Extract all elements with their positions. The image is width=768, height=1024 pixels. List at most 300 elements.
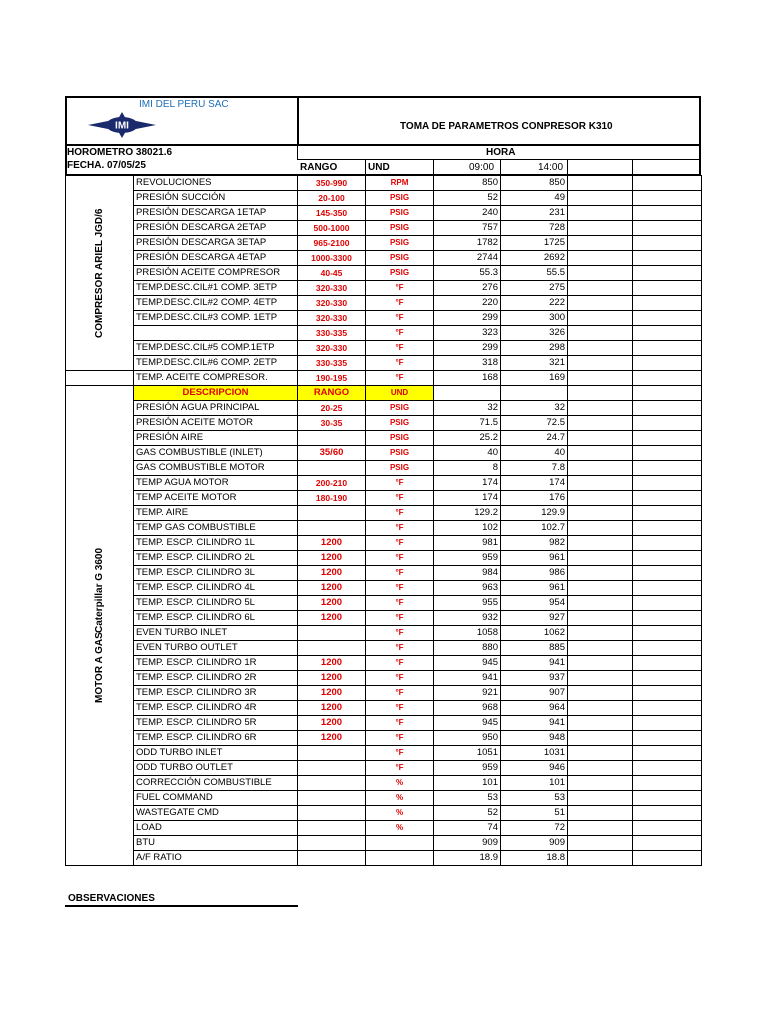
- reading-0900: 932: [434, 611, 501, 626]
- table-row: [66, 296, 702, 311]
- range-value: 200-210: [298, 476, 366, 491]
- range-value: 1200: [298, 686, 366, 701]
- unit-value: °F: [366, 746, 434, 761]
- reading-0900: 757: [434, 221, 501, 236]
- und-header: UND: [368, 162, 390, 173]
- reading-0900: 880: [434, 641, 501, 656]
- range-value: 35/60: [298, 446, 366, 461]
- reading-0900: 968: [434, 701, 501, 716]
- empty-cell: [633, 521, 702, 536]
- reading-1400: 948: [501, 731, 568, 746]
- reading-0900: 323: [434, 326, 501, 341]
- reading-0900: 963: [434, 581, 501, 596]
- empty-cell: [633, 341, 702, 356]
- empty-cell: [568, 311, 633, 326]
- reading-0900: 941: [434, 671, 501, 686]
- empty-cell: [568, 851, 633, 866]
- unit-value: °F: [366, 491, 434, 506]
- empty-cell: [568, 746, 633, 761]
- range-value: 20-100: [298, 191, 366, 206]
- parameter-label: TEMP. ESCP. CILINDRO 3R: [134, 686, 298, 701]
- empty-cell: [568, 401, 633, 416]
- unit-value: PSIG: [366, 221, 434, 236]
- empty-cell: [633, 266, 702, 281]
- range-value: 30-35: [298, 416, 366, 431]
- range-value: [298, 626, 366, 641]
- reading-1400: 101: [501, 776, 568, 791]
- reading-1400: 174: [501, 476, 568, 491]
- empty-cell: [568, 491, 633, 506]
- unit-value: PSIG: [366, 431, 434, 446]
- parameter-label: TEMP. ESCP. CILINDRO 3L: [134, 566, 298, 581]
- unit-value: °F: [366, 761, 434, 776]
- unit-value: PSIG: [366, 236, 434, 251]
- reading-0900: 981: [434, 536, 501, 551]
- range-value: 320-330: [298, 341, 366, 356]
- range-value: 320-330: [298, 311, 366, 326]
- empty-cell: [568, 821, 633, 836]
- table-row: [66, 191, 702, 206]
- parameter-label: TEMP AGUA MOTOR: [134, 476, 298, 491]
- reading-0900: 945: [434, 656, 501, 671]
- range-value: 1200: [298, 671, 366, 686]
- empty-cell: [568, 356, 633, 371]
- range-value: 1200: [298, 701, 366, 716]
- range-value: 1200: [298, 611, 366, 626]
- range-value: 330-335: [298, 356, 366, 371]
- reading-0900: 32: [434, 401, 501, 416]
- parameter-label: FUEL COMMAND: [134, 791, 298, 806]
- reading-1400: 850: [501, 176, 568, 191]
- empty-cell: [568, 581, 633, 596]
- table-row: [66, 341, 702, 356]
- empty-cell: [633, 731, 702, 746]
- empty-cell: [633, 566, 702, 581]
- parameter-label: TEMP GAS COMBUSTIBLE: [134, 521, 298, 536]
- empty-cell: [568, 731, 633, 746]
- reading-1400: 321: [501, 356, 568, 371]
- unit-value: %: [366, 806, 434, 821]
- reading-1400: 102.7: [501, 521, 568, 536]
- table-row: [66, 716, 702, 731]
- reading-1400: 927: [501, 611, 568, 626]
- reading-1400: 53: [501, 791, 568, 806]
- empty-cell: [633, 416, 702, 431]
- reading-0900: 52: [434, 191, 501, 206]
- reading-1400: 275: [501, 281, 568, 296]
- parameter-label: TEMP. ESCP. CILINDRO 4L: [134, 581, 298, 596]
- range-value: [298, 836, 366, 851]
- reading-0900: 909: [434, 836, 501, 851]
- reading-1400: 909: [501, 836, 568, 851]
- table-row: [66, 776, 702, 791]
- unit-value: PSIG: [366, 416, 434, 431]
- empty-cell: [568, 536, 633, 551]
- observaciones-label: OBSERVACIONES: [68, 893, 155, 904]
- reading-1400: 49: [501, 191, 568, 206]
- unit-value: PSIG: [366, 446, 434, 461]
- empty-cell: [568, 761, 633, 776]
- unit-value: °F: [366, 506, 434, 521]
- empty-cell: [633, 476, 702, 491]
- table-row: [66, 476, 702, 491]
- unit-value: RPM: [366, 176, 434, 191]
- unit-value: PSIG: [366, 206, 434, 221]
- table-row: [66, 581, 702, 596]
- motor-group-label: [66, 386, 134, 866]
- empty-cell: [568, 521, 633, 536]
- table-row: [66, 371, 702, 386]
- empty-cell: [568, 626, 633, 641]
- empty-cell: [434, 386, 501, 401]
- range-value: 145-350: [298, 206, 366, 221]
- reading-0900: 299: [434, 341, 501, 356]
- table-row: [66, 281, 702, 296]
- reading-1400: 7.8: [501, 461, 568, 476]
- parameter-label: TEMP. ESCP. CILINDRO 2L: [134, 551, 298, 566]
- range-value: 320-330: [298, 296, 366, 311]
- reading-1400: 231: [501, 206, 568, 221]
- empty-cell: [568, 506, 633, 521]
- unit-value: °F: [366, 701, 434, 716]
- reading-1400: 176: [501, 491, 568, 506]
- empty-cell: [568, 326, 633, 341]
- parameter-label: PRESIÓN ACEITE COMPRESOR: [134, 266, 298, 281]
- reading-0900: 955: [434, 596, 501, 611]
- reading-0900: 55.3: [434, 266, 501, 281]
- motor-title-line2: Caterpillar G 3600: [94, 547, 105, 633]
- reading-1400: 961: [501, 581, 568, 596]
- parameter-label: TEMP ACEITE MOTOR: [134, 491, 298, 506]
- reading-1400: 51: [501, 806, 568, 821]
- parameter-label: ODD TURBO OUTLET: [134, 761, 298, 776]
- empty-cell: [633, 506, 702, 521]
- table-row: [66, 401, 702, 416]
- reading-1400: 907: [501, 686, 568, 701]
- unit-value: °F: [366, 611, 434, 626]
- motor-title: [93, 386, 106, 865]
- table-row: [66, 521, 702, 536]
- empty-cell: [501, 386, 568, 401]
- empty-cell: [568, 716, 633, 731]
- reading-1400: 937: [501, 671, 568, 686]
- parameter-label: EVEN TURBO INLET: [134, 626, 298, 641]
- table-row: [66, 686, 702, 701]
- reading-1400: 55.5: [501, 266, 568, 281]
- unit-value: °F: [366, 581, 434, 596]
- table-row: [66, 566, 702, 581]
- range-value: [298, 821, 366, 836]
- range-value: [298, 641, 366, 656]
- table-row: [66, 326, 702, 341]
- parameter-label: TEMP.DESC.CIL#2 COMP. 4ETP: [134, 296, 298, 311]
- unit-value: %: [366, 791, 434, 806]
- empty-cell: [633, 701, 702, 716]
- empty-cell: [633, 791, 702, 806]
- unit-value: °F: [366, 536, 434, 551]
- unit-value: °F: [366, 716, 434, 731]
- empty-cell: [568, 251, 633, 266]
- empty-cell: [633, 746, 702, 761]
- empty-cell: [633, 296, 702, 311]
- range-value: 1200: [298, 596, 366, 611]
- parameter-label: [134, 326, 298, 341]
- empty-cell: [633, 191, 702, 206]
- empty-cell: [568, 191, 633, 206]
- range-value: 20-25: [298, 401, 366, 416]
- empty-cell: [568, 371, 633, 386]
- unit-value: °F: [366, 296, 434, 311]
- empty-cell: [568, 566, 633, 581]
- company-name: IMI DEL PERU SAC: [139, 99, 229, 110]
- empty-cell: [633, 491, 702, 506]
- empty-cell: [568, 806, 633, 821]
- reading-1400: 961: [501, 551, 568, 566]
- table-row: [66, 461, 702, 476]
- reading-0900: 2744: [434, 251, 501, 266]
- unit-value: [366, 836, 434, 851]
- reading-1400: 1062: [501, 626, 568, 641]
- reading-0900: 959: [434, 761, 501, 776]
- empty-cell: [568, 656, 633, 671]
- empty-cell: [633, 806, 702, 821]
- reading-0900: 74: [434, 821, 501, 836]
- table-row: [66, 236, 702, 251]
- empty-cell: [633, 176, 702, 191]
- table-row: [66, 746, 702, 761]
- table-row: [66, 671, 702, 686]
- parameter-label: TEMP. ESCP. CILINDRO 4R: [134, 701, 298, 716]
- parameter-label: REVOLUCIONES: [134, 176, 298, 191]
- reading-1400: 72.5: [501, 416, 568, 431]
- parameters-table: [65, 175, 702, 866]
- empty-cell: [568, 701, 633, 716]
- parameter-label: ODD TURBO INLET: [134, 746, 298, 761]
- empty-cell: [633, 611, 702, 626]
- reading-0900: 71.5: [434, 416, 501, 431]
- range-value: 1200: [298, 566, 366, 581]
- range-value: 180-190: [298, 491, 366, 506]
- motor-title-line1: MOTOR A GAS: [94, 632, 105, 704]
- reading-0900: 53: [434, 791, 501, 806]
- parameter-label: PRESIÓN DESCARGA 4ETAP: [134, 251, 298, 266]
- time-column-1: 09:00: [469, 162, 495, 173]
- parameter-label: TEMP. ACEITE COMPRESOR.: [134, 371, 298, 386]
- table-row: [66, 431, 702, 446]
- table-row: [66, 251, 702, 266]
- empty-cell: [633, 761, 702, 776]
- reading-1400: 40: [501, 446, 568, 461]
- empty-cell: [568, 176, 633, 191]
- empty-cell: [633, 671, 702, 686]
- parameter-label: EVEN TURBO OUTLET: [134, 641, 298, 656]
- reading-1400: 298: [501, 341, 568, 356]
- table-row: [66, 446, 702, 461]
- rango-header: RANGO: [300, 162, 338, 173]
- unit-value: °F: [366, 596, 434, 611]
- empty-cell: [633, 326, 702, 341]
- range-value: 190-195: [298, 371, 366, 386]
- parameter-label: PRESIÓN DESCARGA 1ETAP: [134, 206, 298, 221]
- empty-cell: [568, 266, 633, 281]
- empty-cell: [568, 476, 633, 491]
- reading-1400: 300: [501, 311, 568, 326]
- range-value: [298, 851, 366, 866]
- reading-1400: 941: [501, 656, 568, 671]
- fecha-label: FECHA. 07/05/25: [67, 160, 146, 171]
- table-row: [66, 206, 702, 221]
- table-row: [66, 656, 702, 671]
- reading-1400: 2692: [501, 251, 568, 266]
- unit-value: °F: [366, 281, 434, 296]
- unit-value: PSIG: [366, 191, 434, 206]
- reading-1400: 728: [501, 221, 568, 236]
- logo-text: IMI: [115, 120, 129, 132]
- unit-value: °F: [366, 686, 434, 701]
- reading-0900: 950: [434, 731, 501, 746]
- hora-label: HORA: [486, 147, 516, 158]
- unit-value: PSIG: [366, 251, 434, 266]
- parameter-label: TEMP. ESCP. CILINDRO 5R: [134, 716, 298, 731]
- unit-value: °F: [366, 356, 434, 371]
- reading-0900: 52: [434, 806, 501, 821]
- empty-cell: [633, 206, 702, 221]
- reading-1400: 24.7: [501, 431, 568, 446]
- motor-header-row: [66, 386, 702, 401]
- table-row: [66, 731, 702, 746]
- empty-cell: [568, 671, 633, 686]
- empty-cell: [568, 296, 633, 311]
- table-row: [66, 551, 702, 566]
- table-row: [66, 266, 702, 281]
- reading-1400: 954: [501, 596, 568, 611]
- empty-cell: [633, 686, 702, 701]
- empty-cell: [568, 641, 633, 656]
- empty-cell: [568, 341, 633, 356]
- empty-cell: [568, 461, 633, 476]
- range-value: [298, 776, 366, 791]
- table-row: [66, 416, 702, 431]
- empty-cell: [633, 716, 702, 731]
- observaciones-line: [65, 905, 298, 907]
- range-value: 965-2100: [298, 236, 366, 251]
- parameter-label: PRESIÓN DESCARGA 3ETAP: [134, 236, 298, 251]
- parameter-label: TEMP. ESCP. CILINDRO 5L: [134, 596, 298, 611]
- table-row: [66, 701, 702, 716]
- range-value: 350-990: [298, 176, 366, 191]
- empty-cell: [633, 446, 702, 461]
- unit-value: [366, 851, 434, 866]
- reading-1400: 18.8: [501, 851, 568, 866]
- page-title: TOMA DE PARAMETROS CONPRESOR K310: [400, 121, 613, 132]
- unit-value: °F: [366, 326, 434, 341]
- table-row: [66, 356, 702, 371]
- range-value: 320-330: [298, 281, 366, 296]
- compresor-group-label: [66, 176, 134, 371]
- reading-0900: 220: [434, 296, 501, 311]
- reading-0900: 101: [434, 776, 501, 791]
- unit-value: °F: [366, 641, 434, 656]
- table-row: [66, 641, 702, 656]
- unit-value: °F: [366, 671, 434, 686]
- parameter-label: TEMP.DESC.CIL#5 COMP.1ETP: [134, 341, 298, 356]
- descripcion-header: DESCRIPCION: [134, 386, 298, 401]
- motor-rango-header: RANGO: [298, 386, 366, 401]
- reading-0900: 318: [434, 356, 501, 371]
- empty-cell: [633, 371, 702, 386]
- empty-cell: [568, 596, 633, 611]
- empty-cell: [633, 656, 702, 671]
- reading-0900: 850: [434, 176, 501, 191]
- empty-cell: [568, 206, 633, 221]
- range-value: 500-1000: [298, 221, 366, 236]
- parameter-label: PRESIÓN ACEITE MOTOR: [134, 416, 298, 431]
- parameter-label: TEMP. ESCP. CILINDRO 2R: [134, 671, 298, 686]
- reading-0900: 174: [434, 476, 501, 491]
- empty-cell: [568, 776, 633, 791]
- unit-value: °F: [366, 551, 434, 566]
- empty-cell: [633, 776, 702, 791]
- parameter-label: GAS COMBUSTIBLE MOTOR: [134, 461, 298, 476]
- parameter-label: GAS COMBUSTIBLE (INLET): [134, 446, 298, 461]
- reading-0900: 1782: [434, 236, 501, 251]
- empty-cell: [633, 626, 702, 641]
- unit-value: PSIG: [366, 266, 434, 281]
- range-value: [298, 431, 366, 446]
- table-row: [66, 311, 702, 326]
- table-row: [66, 851, 702, 866]
- table-row: [66, 221, 702, 236]
- reading-0900: 1051: [434, 746, 501, 761]
- reading-1400: 1031: [501, 746, 568, 761]
- empty-cell: [633, 386, 702, 401]
- range-value: 1000-3300: [298, 251, 366, 266]
- range-value: 1200: [298, 551, 366, 566]
- empty-cell: [633, 221, 702, 236]
- reading-0900: 174: [434, 491, 501, 506]
- reading-0900: 40: [434, 446, 501, 461]
- reading-0900: 1058: [434, 626, 501, 641]
- range-value: [298, 761, 366, 776]
- table-row: [66, 836, 702, 851]
- range-value: 1200: [298, 581, 366, 596]
- parameter-label: TEMP. ESCP. CILINDRO 6L: [134, 611, 298, 626]
- reading-0900: 959: [434, 551, 501, 566]
- reading-0900: 25.2: [434, 431, 501, 446]
- unit-value: %: [366, 821, 434, 836]
- reading-1400: 326: [501, 326, 568, 341]
- motor-und-header: UND: [366, 386, 434, 401]
- empty-cell: [633, 551, 702, 566]
- empty-cell: [633, 251, 702, 266]
- parameter-label: LOAD: [134, 821, 298, 836]
- empty-cell: [633, 821, 702, 836]
- reading-1400: 1725: [501, 236, 568, 251]
- table-row: [66, 611, 702, 626]
- empty-cell: [568, 791, 633, 806]
- reading-1400: 72: [501, 821, 568, 836]
- unit-value: °F: [366, 656, 434, 671]
- parameter-label: TEMP. AIRE: [134, 506, 298, 521]
- group-spacer: [66, 371, 134, 386]
- parameter-label: BTU: [134, 836, 298, 851]
- parameter-label: PRESIÓN AGUA PRINCIPAL: [134, 401, 298, 416]
- parameter-label: TEMP. ESCP. CILINDRO 1R: [134, 656, 298, 671]
- table-row: [66, 176, 702, 191]
- reading-0900: 240: [434, 206, 501, 221]
- unit-value: °F: [366, 341, 434, 356]
- range-value: [298, 746, 366, 761]
